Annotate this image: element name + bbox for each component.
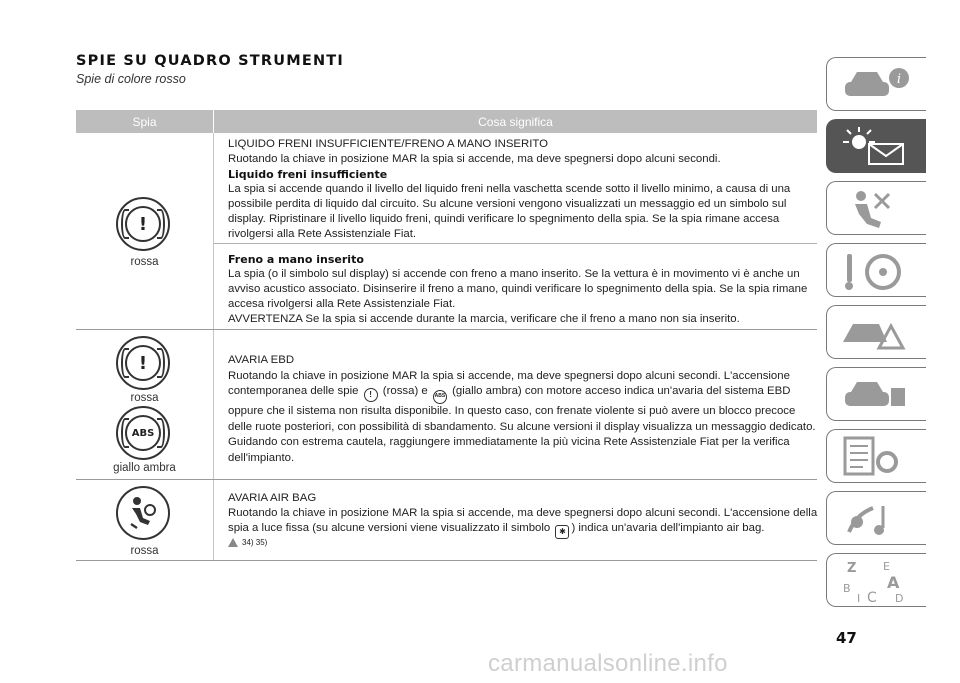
svg-text:I: I [857, 592, 861, 602]
tab-technical-data[interactable] [826, 429, 926, 483]
abs-icon-text: ABS [125, 415, 161, 451]
row2-color-label-2: giallo ambra [113, 462, 176, 474]
row2-body-c: (giallo ambra) con motore acceso indica un'avaria del sistema EBD oppure che il sistema non risulta disponibile. In questo caso, con frenate violente si può avere un blocco precoce delle ruote posteriori, con possibilità di sbandamento. Su alcune versioni il display visualizza un messaggio dedicato. Guidando con estrema cautela, raggiungere immediatamente la più vicina Rete Assistenziale Fiat per la verifica dell'impianto. [228, 385, 816, 464]
row1-body-liquido: La spia si accende quando il livello del liquido freni nella vaschetta scende sotto il livello minimo, a causa di una possibile perdita di liquido dal circuito. Su alcune versioni vengono visualizzati un messaggio ed un simbolo sul display. Ripristinare il livello liquido freni, quindi verificare lo spegnimento della spia. Se la spia rimane accesa rivolgersi alla Rete Assistenziale Fiat. [228, 183, 791, 240]
page-number: 47 [836, 629, 857, 647]
row1-warning: AVVERTENZA Se la spia si accende durante la marcia, verificare che il freno a mano non sia inserito. [228, 313, 740, 325]
row1-section2 [228, 252, 818, 327]
row2-text [228, 353, 818, 467]
svg-text:D: D [895, 592, 904, 602]
row1-inner-divider [214, 243, 817, 244]
row3-color-label: rossa [130, 545, 159, 557]
technical-data-icon [839, 436, 915, 478]
inline-airbag-icon: ✱ [555, 525, 569, 539]
airbag-passenger-icon [839, 188, 915, 230]
row1-section1 [228, 137, 818, 242]
row-divider [76, 560, 817, 561]
row1-body-freno: La spia (o il simbolo sul display) si accende con freno a mano inserito. Se la vettura è in movimento vi è anche un avviso acustico associato. Disinserire il freno a mano, quindi verificare lo spegnimento della spia. Se la spia rimane accesa rivolgersi alla Rete Assistenziale Fiat. [228, 268, 808, 310]
table-header [76, 110, 817, 133]
car-info-icon [839, 64, 915, 106]
row1-heading-freno: Freno a mano inserito [228, 253, 364, 266]
inline-brake-icon: ! [364, 388, 378, 402]
abs-icon [116, 406, 170, 460]
page-title: SPIE SU QUADRO STRUMENTI [76, 53, 344, 69]
svg-text:E: E [883, 560, 890, 573]
row2-body-a: Ruotando la chiave in posizione MAR la spia si accende, ma deve spegnersi dopo alcuni secondi. L'accensione contemporanea delle spie [228, 369, 790, 398]
row2-body-b: (rossa) e [382, 385, 428, 398]
row3-title: AVARIA AIR BAG [228, 492, 317, 504]
warning-lights-message-icon [839, 126, 915, 168]
footnote-refs: 34) 35) [242, 538, 268, 547]
svg-text:Z: Z [847, 561, 857, 576]
brake-warning-icon: ! [116, 336, 170, 390]
row-divider [76, 329, 817, 330]
row3-body [228, 506, 818, 539]
row2-title: AVARIA EBD [228, 354, 295, 366]
row1-color-label: rossa [130, 256, 159, 268]
tab-driving[interactable] [826, 243, 926, 297]
car-maintenance-icon [839, 374, 915, 416]
tab-index[interactable] [826, 553, 926, 607]
tab-multimedia[interactable] [826, 491, 926, 545]
column-header-spia: Spia [132, 115, 157, 129]
emergency-breakdown-icon [839, 312, 915, 354]
brake-warning-icon: ! [116, 197, 170, 251]
svg-text:i: i [896, 72, 902, 87]
row1-title: LIQUIDO FRENI INSUFFICIENTE/FRENO A MANO INSERITO [228, 138, 549, 150]
row-divider [76, 479, 817, 480]
row2-color-label-1: rossa [130, 392, 159, 404]
tab-warning-lights[interactable] [826, 119, 926, 173]
row1-heading-liquido: Liquido freni insufficiente [228, 168, 388, 181]
multimedia-icon [839, 498, 915, 540]
airbag-icon [116, 486, 170, 540]
index-az-icon [839, 560, 915, 602]
tab-emergency[interactable] [826, 305, 926, 359]
footnote [228, 538, 267, 547]
column-divider [213, 133, 214, 561]
row2-body [228, 369, 818, 467]
watermark: carmanualsonline.info [488, 650, 728, 677]
column-header-significa: Cosa significa [478, 115, 553, 129]
tab-car-info[interactable] [826, 57, 926, 111]
inline-abs-icon: ABS [433, 390, 447, 404]
page-subtitle: Spie di colore rosso [76, 72, 186, 86]
row3-body-a: Ruotando la chiave in posizione MAR la spia si accende, ma deve spegnersi dopo alcuni secondi. L'accensione della spia a luce fissa (su alcune versioni viene visualizzato il simbolo [228, 507, 818, 534]
tab-maintenance[interactable] [826, 367, 926, 421]
steering-key-icon [839, 250, 915, 292]
svg-text:A: A [887, 573, 900, 592]
svg-text:C: C [867, 590, 877, 602]
warning-triangle-icon [228, 538, 238, 547]
row3-body-b: ) indica un'avaria dell'impianto air bag. [571, 522, 765, 534]
svg-text:B: B [843, 582, 851, 595]
row1-intro: Ruotando la chiave in posizione MAR la spia si accende, ma deve spegnersi dopo alcuni secondi. [228, 153, 721, 165]
row3-text [228, 491, 818, 539]
tab-safety[interactable] [826, 181, 926, 235]
